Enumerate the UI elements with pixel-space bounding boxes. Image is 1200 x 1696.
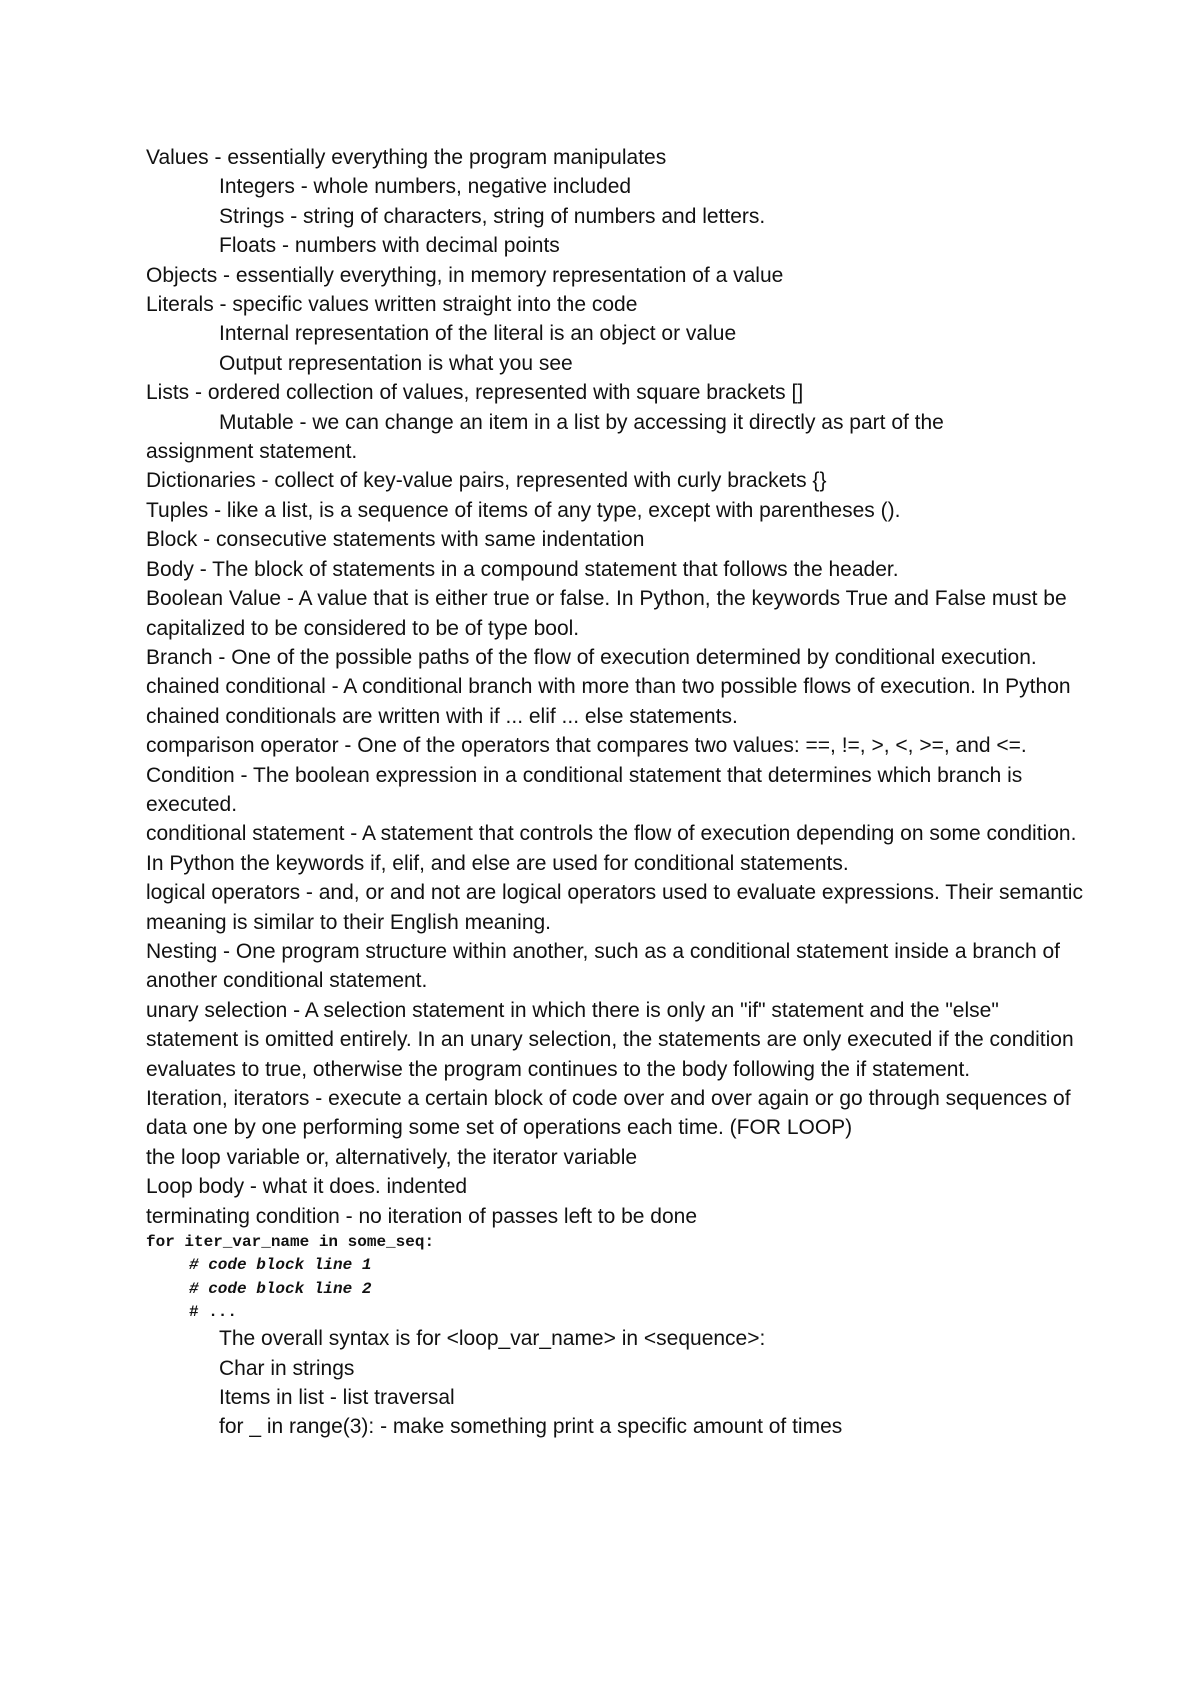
glossary-integers: Integers - whole numbers, negative included [219, 175, 632, 199]
glossary-comparison-operator: comparison operator - One of the operators that compares two values: ==, !=, >, <, >=, and <=. [146, 734, 1027, 758]
glossary-loop-body: Loop body - what it does. indented [146, 1175, 468, 1199]
glossary-unary-selection: unary selection - A selection statement in which there is only an "if" statement and the "else" statement is omitted entirely. In an unary selection, the statements are only executed if the condition evaluates to true, otherwise the program continues to the body following the if statement. [146, 998, 1074, 1081]
document-page [146, 143, 1086, 1442]
glossary-block: Block - consecutive statements with same indentation [146, 528, 645, 552]
glossary-chained-conditional: chained conditional - A conditional branch with more than two possible flows of execution. In Python chained conditionals are written with if ... elif ... else statements. [146, 675, 1071, 728]
for-loop-code-example [146, 1231, 1086, 1324]
note-range: for _ in range(3): - make something print a specific amount of times [219, 1415, 843, 1439]
note-syntax: The overall syntax is for <loop_var_name> in <sequence>: [219, 1327, 766, 1351]
glossary-condition: Condition - The boolean expression in a conditional statement that determines which branch is executed. [146, 763, 1023, 816]
glossary-boolean-value: Boolean Value - A value that is either true or false. In Python, the keywords True and False must be capitalized to be considered to be of type bool. [146, 587, 1067, 640]
glossary-lists: Lists - ordered collection of values, represented with square brackets [] [146, 381, 804, 405]
glossary-branch: Branch - One of the possible paths of the flow of execution determined by conditional execution. [146, 645, 1037, 669]
glossary-terminating-condition: terminating condition - no iteration of passes left to be done [146, 1204, 698, 1228]
glossary-conditional-statement: conditional statement - A statement that controls the flow of execution depending on some condition. In Python the keywords if, elif, and else are used for conditional statements. [146, 822, 1077, 875]
glossary-lists-mutable-continued: assignment statement. [146, 440, 358, 464]
glossary-loop-variable: the loop variable or, alternatively, the iterator variable [146, 1145, 638, 1169]
code-line-comment-1: # code block line 1 [189, 1256, 372, 1275]
code-line-comment-2: # code block line 2 [189, 1279, 372, 1298]
glossary-strings: Strings - string of characters, string of numbers and letters. [219, 204, 766, 228]
glossary-logical-operators: logical operators - and, or and not are logical operators used to evaluate expressions. Their semantic meaning is similar to their English meaning. [146, 881, 1083, 934]
glossary-literals: Literals - specific values written straight into the code [146, 293, 638, 317]
note-items-in-list: Items in list - list traversal [219, 1386, 455, 1410]
glossary-lists-mutable: Mutable - we can change an item in a list by accessing it directly as part of the [219, 410, 944, 434]
glossary-body: Body - The block of statements in a compound statement that follows the header. [146, 557, 899, 581]
glossary-literals-output: Output representation is what you see [219, 351, 573, 375]
glossary-iteration: Iteration, iterators - execute a certain block of code over and over again or go through sequences of data one by one performing some set of operations each time. (FOR LOOP) [146, 1087, 1071, 1140]
glossary-dictionaries: Dictionaries - collect of key-value pairs, represented with curly brackets {} [146, 469, 827, 493]
code-line-for: for iter_var_name in some_seq: [146, 1233, 435, 1252]
glossary-literals-internal: Internal representation of the literal is an object or value [219, 322, 737, 346]
glossary-tuples: Tuples - like a list, is a sequence of items of any type, except with parentheses (). [146, 498, 901, 522]
glossary-floats: Floats - numbers with decimal points [219, 234, 560, 258]
code-line-ellipsis: # ... [189, 1302, 238, 1321]
glossary-objects: Objects - essentially everything, in memory representation of a value [146, 263, 784, 287]
glossary-nesting: Nesting - One program structure within another, such as a conditional statement inside a branch of another conditional statement. [146, 939, 1060, 993]
note-char-in-strings: Char in strings [219, 1356, 355, 1380]
glossary-values: Values - essentially everything the program manipulates [146, 146, 667, 169]
